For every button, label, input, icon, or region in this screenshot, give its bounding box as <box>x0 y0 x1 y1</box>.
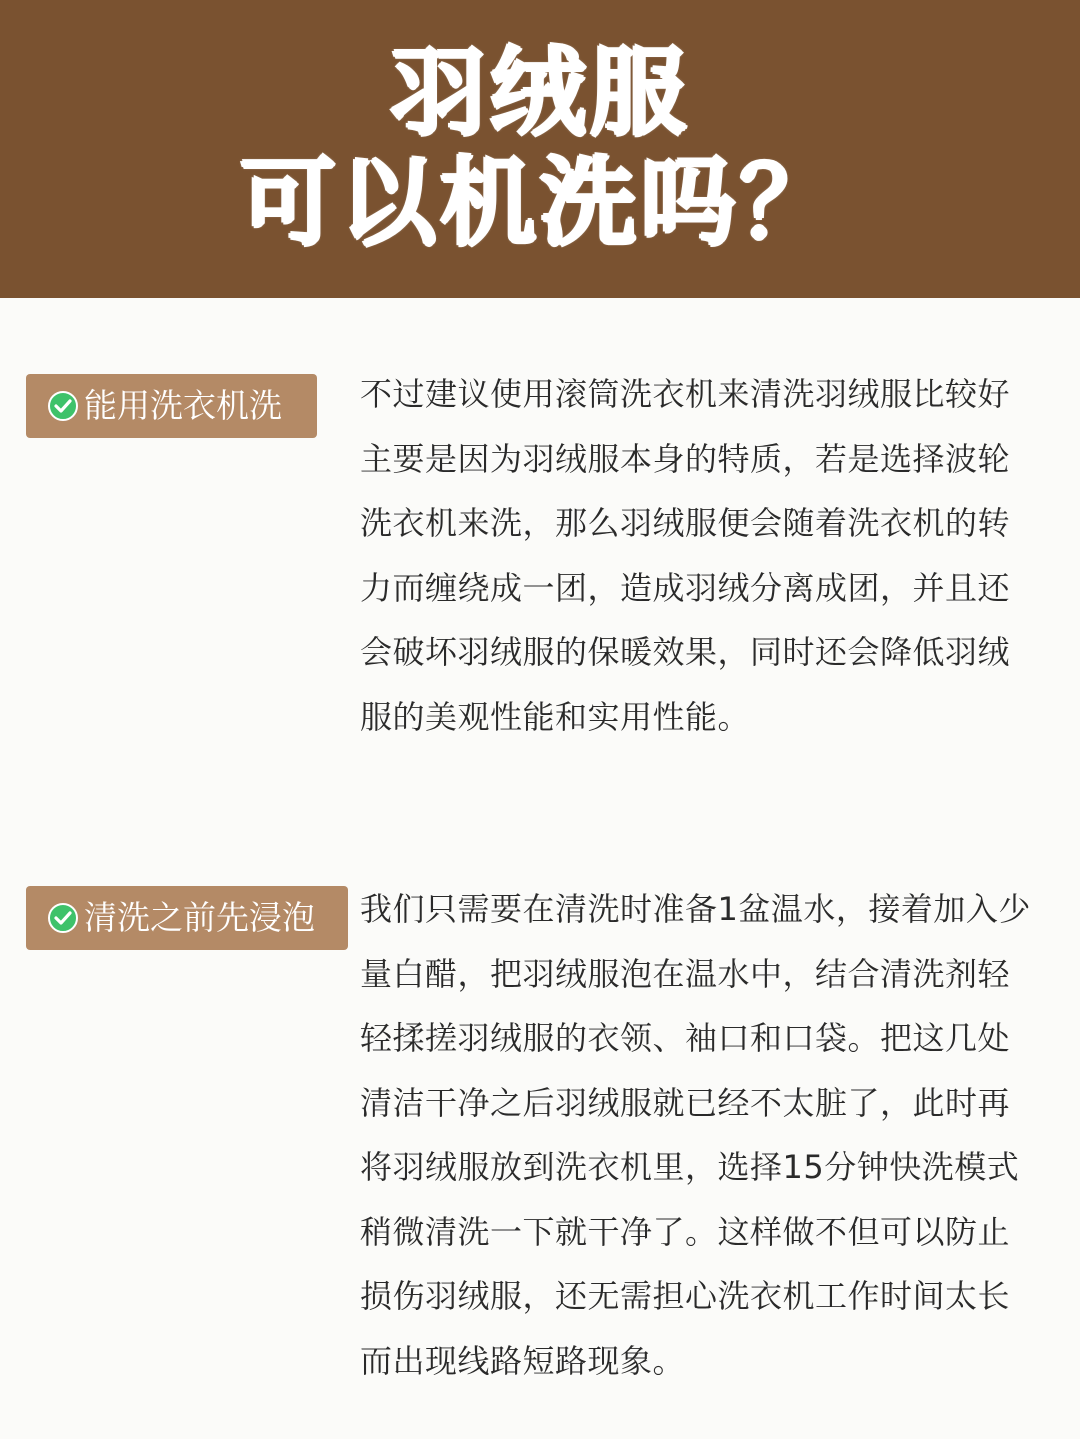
paragraph-line: 清洁干净之后羽绒服就已经不太脏了，此时再 <box>360 1083 1011 1122</box>
section-badge-label: 清洗之前先浸泡 <box>84 898 315 937</box>
section-badge-label: 能用洗衣机洗 <box>84 386 282 425</box>
paragraph-line: 不过建议使用滚筒洗衣机来清洗羽绒服比较好 <box>360 375 1011 413</box>
paragraph-line: 轻揉搓羽绒服的衣领、袖口和口袋。把这几处 <box>360 1019 1011 1057</box>
paragraph-line: 洗衣机来洗，那么羽绒服便会随着洗衣机的转 <box>360 504 1011 542</box>
paragraph-line: 将羽绒服放到洗衣机里，选择15分钟快洗模式 <box>360 1148 1020 1186</box>
paragraph-line: 我们只需要在清洗时准备1盆温水，接着加入少 <box>360 890 1031 928</box>
paragraph-line: 稍微清洗一下就干净了。这样做不但可以防止 <box>360 1212 1011 1251</box>
section-badge-machine-washable <box>26 374 317 438</box>
section-paragraph-soak-first <box>360 877 1066 1393</box>
paragraph-line: 而出现线路短路现象。 <box>360 1341 686 1380</box>
paragraph-line: 会破坏羽绒服的保暖效果，同时还会降低羽绒 <box>360 633 1011 671</box>
paragraph-line: 量白醋，把羽绒服泡在温水中，结合清洗剂轻 <box>360 954 1011 993</box>
section-badge-soak-first <box>26 886 348 950</box>
check-circle-icon <box>48 391 78 421</box>
paragraph-line: 损伤羽绒服，还无需担心洗衣机工作时间太长 <box>360 1277 1011 1315</box>
check-circle-icon <box>48 903 78 933</box>
page-title-line-1: 羽绒服 <box>390 36 690 149</box>
paragraph-line: 力而缠绕成一团，造成羽绒分离成团，并且还 <box>360 568 1011 607</box>
section-paragraph-machine-washable <box>360 362 1066 749</box>
paragraph-line: 服的美观性能和实用性能。 <box>360 697 751 736</box>
page-title-line-2: 可以机洗吗？ <box>240 146 840 259</box>
paragraph-line: 主要是因为羽绒服本身的特质，若是选择波轮 <box>360 439 1011 478</box>
title-banner <box>0 0 1080 298</box>
